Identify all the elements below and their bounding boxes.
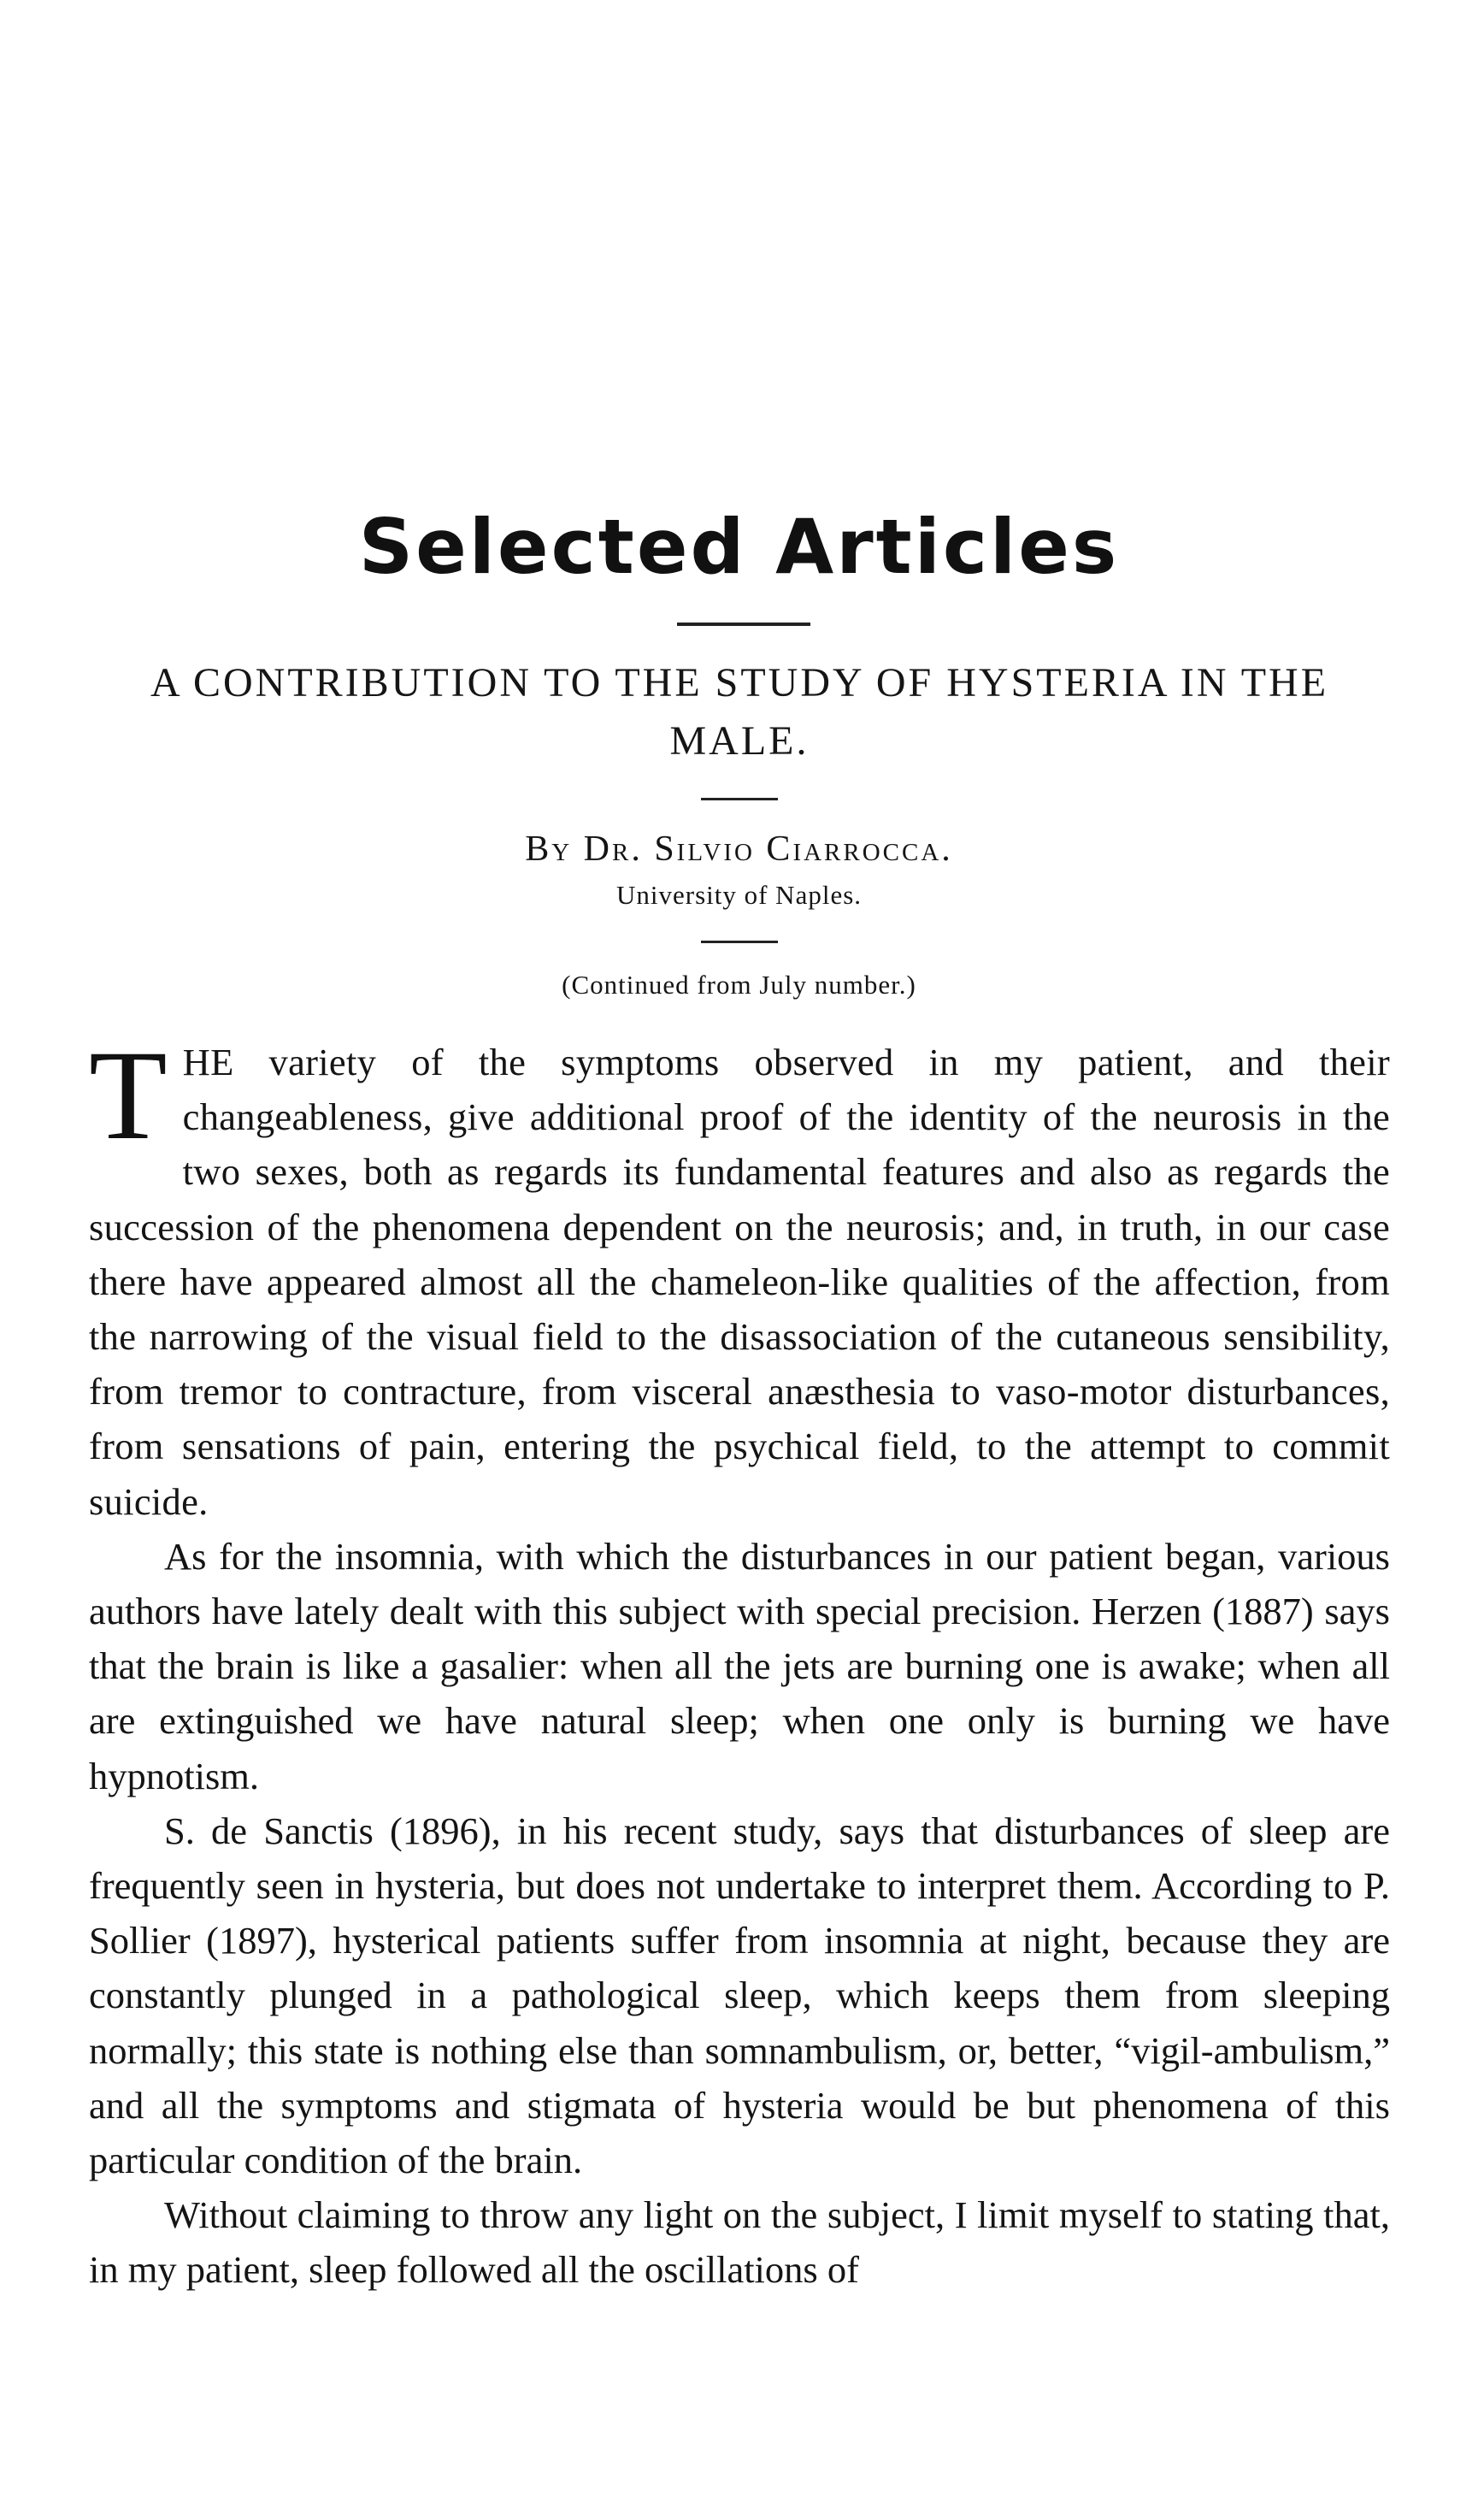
article-body (89, 1024, 1390, 2298)
heading-rule (677, 623, 810, 626)
section-heading: Selected Articles (358, 503, 1120, 591)
paragraph: As for the insomnia, with which the disturbances in our patient began, various authors have lately dealt with this subject with special precision. Herzen (1887) says that the brain is like a gasalier: when all the jets are burning one is awake; when all are extinguished we have natural sleep; when one only is burning we have hypnotism. (89, 1534, 1390, 1797)
author-byline: By Dr. Silvio Ciarrocca. (525, 829, 953, 869)
author-affiliation: University of Naples. (615, 880, 863, 910)
drop-cap: T (89, 1024, 168, 1166)
continued-note: (Continued from July number.) (562, 970, 916, 1000)
paragraph: Without claiming to throw any light on the subject, I limit myself to stating that, in my patient, sleep followed all the oscillations of (89, 2193, 1390, 2292)
paragraph (89, 1024, 1390, 1529)
title-rule (701, 798, 778, 800)
paragraph: S. de Sanctis (1896), in his recent study, says that disturbances of sleep are frequently seen in hysteria, but does not undertake to interpret them. According to P. Sollier (1897), hysterical patients suffer from insomnia at night, because they are constantly plunged in a pathological sleep, which keeps them from sleeping normally; this state is nothing else than somnambulism, or, better, “vigil-ambulism,” and all the symptoms and stigmata of hysteria would be but phenomena of this particular condition of the brain. (89, 1809, 1390, 2182)
paragraph-text: HE variety of the symptoms observed in my patient, and their changeableness, give additional proof of the identity of the neurosis in the two sexes, both as regards its fundamental features and also as regards the succession of the phenomena dependent on the neurosis; and, in truth, in our case there have appeared almost all the chameleon-like qualities of the affection, from the narrowing of the visual field to the disassociation of the cutaneous sensibility, from tremor to contracture, from visceral anæsthesia to vaso-motor disturbances, from sensations of pain, entering the psychical field, to the attempt to commit suicide. (89, 1041, 1390, 1523)
article-title: A CONTRIBUTION TO THE STUDY OF HYSTERIA IN THE MALE. (150, 660, 1329, 764)
affiliation-rule (701, 941, 778, 943)
